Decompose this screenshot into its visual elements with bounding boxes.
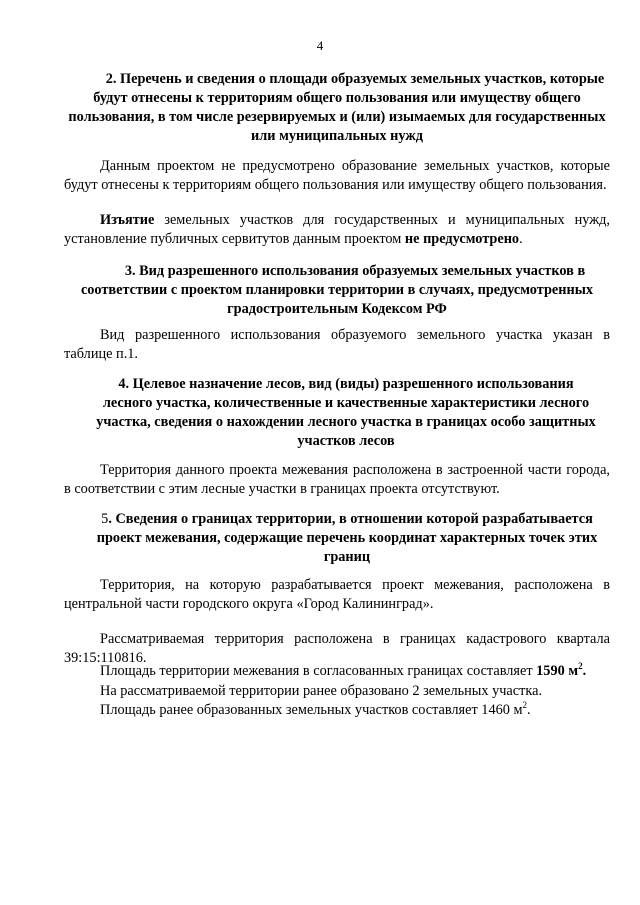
section-2-bold-not-provided: не предусмотрено [404, 231, 520, 247]
section-2-para-2-end: . [519, 231, 523, 247]
section-2-paragraph-1: Данным проектом не предусмотрено образование земельных участков, которые будут отнесены к территориям общего пользования или имуществу общего пользования. [64, 158, 610, 193]
section-5-paragraph-2: Рассматриваемая территория расположена в границах кадастрового квартала 39:15:110816. [64, 631, 610, 666]
section-5-title: . Сведения о границах территории, в отношении которой разрабатывается проект межевания, содержащие перечень координат характерных точек этих границ [96, 511, 598, 565]
section-3-paragraph: Вид разрешенного использования образуемого земельного участка указан в таблице п.1. [64, 327, 610, 362]
area-value: 1590 $м^2$. [536, 661, 587, 679]
page-number: 4 [316, 38, 324, 53]
section-5-parcels-area-line: Площадь ранее образованных земельных участков составляет 1460 $м^2$. [100, 700, 531, 718]
area-text: Площадь территории межевания в согласованных границах составляет [100, 663, 537, 679]
section-3-heading: 3. Вид разрешенного использования образуемых земельных участков в соответствии с проектом планировки территории в случаях, предусмотренных градостроительным Кодексом РФ [80, 263, 594, 317]
section-5-heading [90, 510, 604, 567]
section-2-title: Перечень и сведения о площади образуемых земельных участков, которые будут отнесены к территориям общего пользования или имуществу общего пользования, в том числе резервируемых и (или) изымаемых для государственных или муниципальных нужд [68, 71, 606, 144]
section-2-number: 2. [105, 71, 117, 87]
section-2-para-2-text: земельных участков для государственных и муниципальных нужд, установление публичных сервитутов данным проектом [64, 212, 610, 247]
section-5-area-line [64, 662, 610, 681]
section-5-number: 5 [101, 511, 109, 527]
section-2-paragraph-2 [64, 211, 610, 249]
section-5-parcels-count-line: На рассматриваемой территории ранее образовано 2 земельных участка. [100, 683, 543, 699]
section-2-bold-seizure: Изъятие [100, 212, 155, 228]
section-2-heading [64, 70, 610, 146]
section-4-heading: 4. Целевое назначение лесов, вид (виды) разрешенного использования лесного участка, количественные и качественные характеристики лесного участка, сведения о нахождении лесного участка в границах особо защитных участков лесов [96, 376, 596, 449]
section-5-paragraph-1: Территория, на которую разрабатывается проект межевания, расположена в центральной части городского округа «Город Калининград». [64, 577, 610, 612]
section-4-paragraph: Территория данного проекта межевания расположена в застроенной части города, в соответствии с этим лесные участки в границах проекта отсутствуют. [64, 462, 610, 497]
